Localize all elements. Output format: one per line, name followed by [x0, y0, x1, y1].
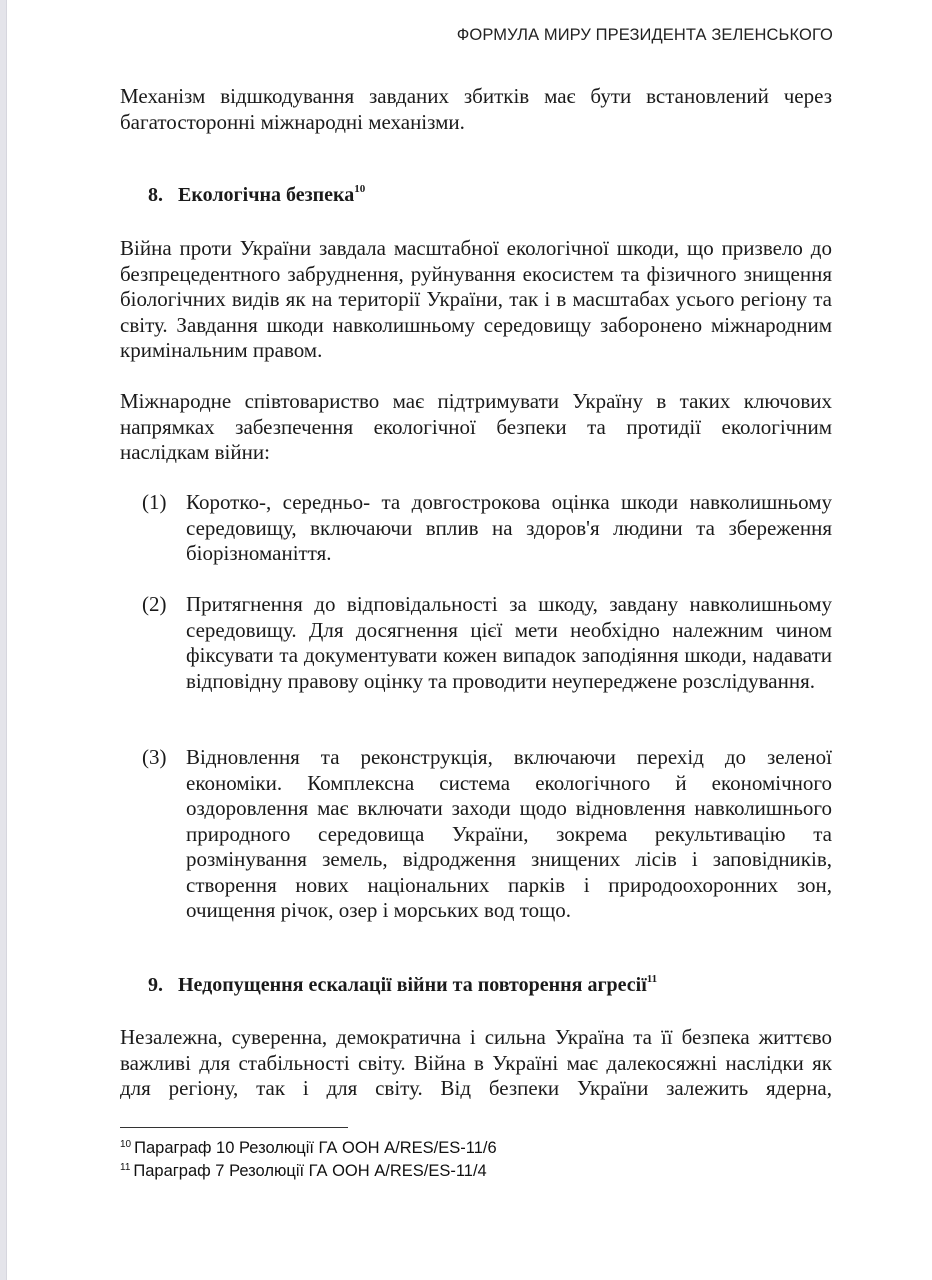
footnote-10 [120, 1139, 497, 1158]
section-8-paragraph-1: Війна проти України завдала масштабної екологічної шкоди, що призвело до безпрецедентного забруднення, руйнування екосистем та фізичного знищення біологічних видів як на території України, так і в масштабах усього регіону та світу. Завдання шкоди навколишньому середовищу заборонено міжнародним кримінальним правом. [120, 236, 832, 362]
list-item-2 [142, 592, 832, 694]
list-item-text: Відновлення та реконструкція, включаючи перехід до зеленої економіки. Комплексна система екологічного й економічного оздоровлення має включати заходи щодо відновлення навколишнього природного середовища України, зокрема рекультивацію та розмінування земель, відродження знищених лісів і заповідників, створення нових національних парків і природоохоронних зон, очищення річок, озер і морських вод тощо. [186, 745, 832, 922]
section-9-title: Недопущення ескалації війни та повторення агресії [178, 974, 647, 996]
section-9-heading [148, 974, 657, 997]
list-item-1 [142, 490, 832, 567]
footnote-ref-10[interactable]: 10 [354, 183, 366, 195]
footnote-number: 11 [120, 1162, 131, 1173]
list-item-marker: (3) [142, 745, 167, 769]
list-item-3 [142, 745, 832, 924]
list-item-text: Притягнення до відповідальності за шкоду, завдану навколишньому середовищу. Для досягнення цієї мети необхідно належним чином фіксувати та документувати кожен випадок заподіяння шкоди, надавати відповідну правову оцінку та проводити неупереджене розслідування. [186, 592, 832, 693]
section-9-number: 9. [148, 974, 163, 996]
running-header: ФОРМУЛА МИРУ ПРЕЗИДЕНТА ЗЕЛЕНСЬКОГО [456, 26, 833, 44]
list-item-text: Коротко-, середньо- та довгострокова оцінка шкоди навколишньому середовищу, включаючи вплив на здоров'я людини та збереження біорізноманіття. [186, 490, 832, 565]
list-item-marker: (1) [142, 490, 167, 514]
section-9-paragraph: Незалежна, суверенна, демократична і сильна Україна та її безпека життєво важливі для стабільності світу. Війна в Україні має далекосяжні наслідки як для регіону, так і для світу. Від безпеки України залежить ядерна, [120, 1025, 832, 1100]
list-item-marker: (2) [142, 592, 167, 616]
section-8-number: 8. [148, 184, 163, 206]
section-8-heading [148, 184, 365, 207]
section-8-paragraph-2: Міжнародне співтовариство має підтримувати Україну в таких ключових напрямках забезпечення екологічної безпеки та протидії екологічним наслідкам війни: [120, 389, 832, 464]
footnote-text: Параграф 10 Резолюції ГА ООН A/RES/ES-11/6 [134, 1139, 497, 1157]
section-8-title: Екологічна безпека [178, 184, 355, 206]
footnote-separator [120, 1127, 348, 1128]
footnote-11 [120, 1162, 487, 1181]
footnote-ref-11[interactable]: 11 [646, 973, 658, 985]
intro-paragraph: Механізм відшкодування завданих збитків має бути встановлений через багатосторонні міжнародні механізми. [120, 84, 832, 134]
footnote-text: Параграф 7 Резолюції ГА ООН A/RES/ES-11/4 [133, 1162, 487, 1180]
footnote-number: 10 [120, 1139, 132, 1150]
